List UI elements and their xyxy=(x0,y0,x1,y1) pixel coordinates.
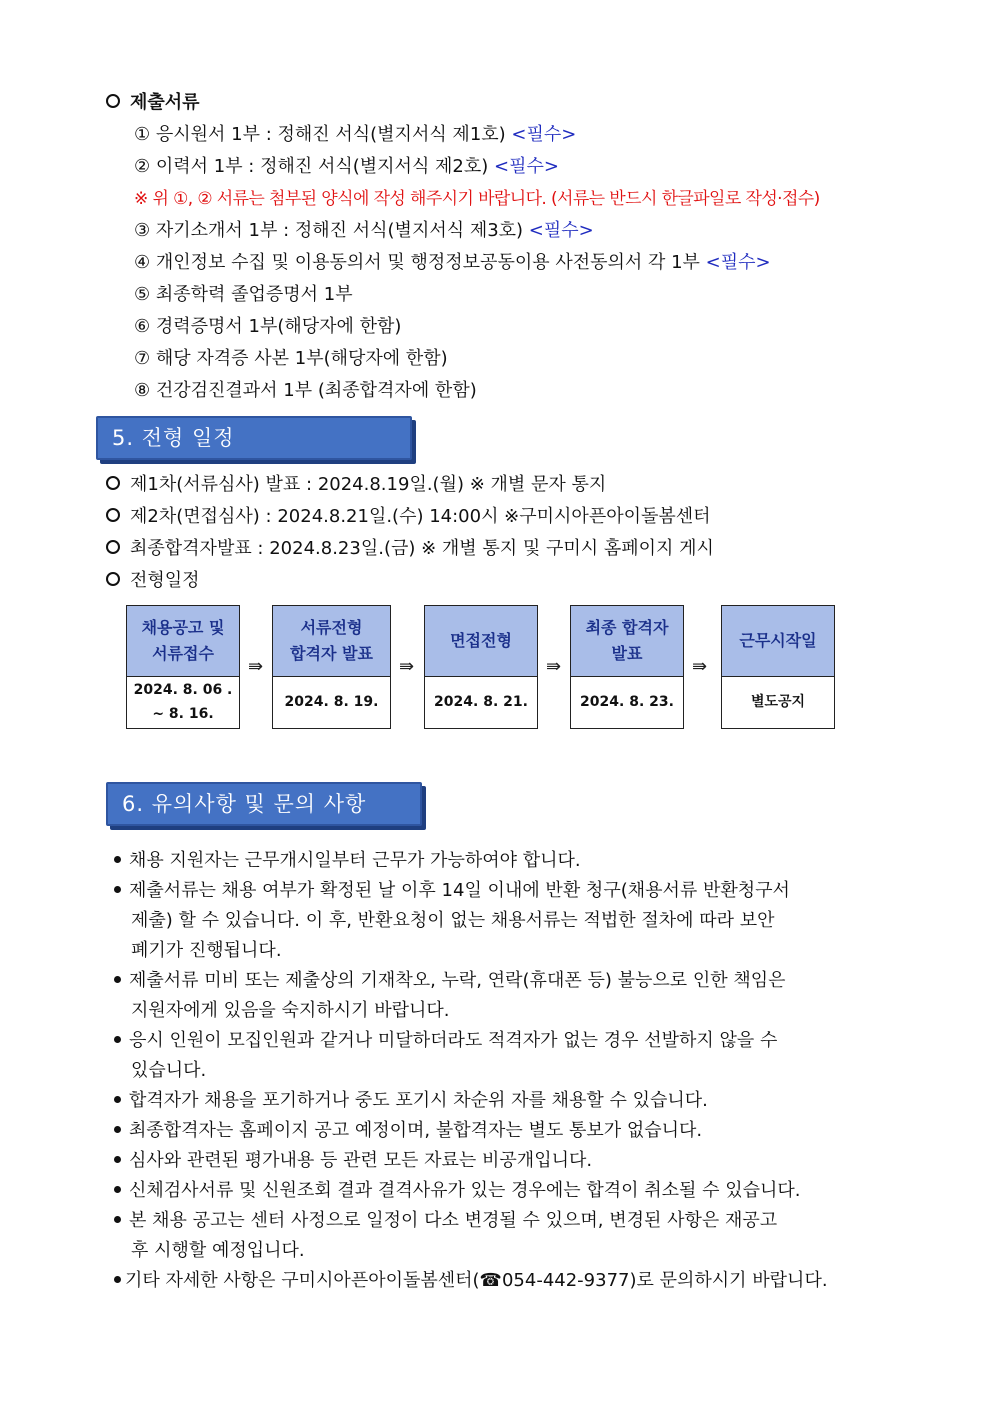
schedule-item-text: 전형일정 xyxy=(130,570,200,591)
docs-item-8: ⑧ 건강검진결과서 1부 (최종합격자에 한함) xyxy=(134,380,477,401)
flow-arrow-icon: ⇛ xyxy=(399,656,415,677)
flow-step-5 xyxy=(721,605,835,729)
note-text: 최종합격자는 홈페이지 공고 예정이며, 불합격자는 별도 통보가 없습니다. xyxy=(129,1120,703,1141)
flow-step-date: 별도공지 xyxy=(750,694,806,710)
flow-step-4 xyxy=(570,605,684,729)
flow-step-1 xyxy=(126,605,240,729)
note-text: 있습니다. xyxy=(131,1060,207,1081)
flow-step-3 xyxy=(424,605,538,729)
flow-step-date: 2024. 8. 06 . ~ 8. 16. xyxy=(133,682,233,722)
flow-step-date: 2024. 8. 19. xyxy=(284,694,379,710)
bullet-dot-icon xyxy=(114,976,121,983)
note-item-continuation xyxy=(114,1056,206,1086)
bullet-dot-icon xyxy=(114,1126,121,1133)
note-item xyxy=(114,1206,777,1236)
bullet-dot-icon xyxy=(114,856,121,863)
section5-heading: 5. 전형 일정 xyxy=(96,416,412,460)
required-tag: <필수> xyxy=(705,252,771,273)
note-text: 합격자가 채용을 포기하거나 중도 포기시 차순위 자를 채용할 수 있습니다. xyxy=(129,1090,708,1111)
bullet-dot-icon xyxy=(114,1096,121,1103)
note-text: 폐기가 진행됩니다. xyxy=(131,940,282,961)
docs-item-6: ⑥ 경력증명서 1부(해당자에 한함) xyxy=(134,316,402,337)
circle-bullet-icon xyxy=(106,508,120,522)
note-text: 심사와 관련된 평가내용 등 관련 모든 자료는 비공개입니다. xyxy=(129,1150,593,1171)
docs-title-text: 제출서류 xyxy=(130,92,200,113)
required-tag: <필수> xyxy=(511,124,577,145)
note-item xyxy=(114,876,790,906)
docs-item-3 xyxy=(134,220,594,242)
note-item-continuation xyxy=(114,936,282,966)
note-item xyxy=(114,1176,801,1206)
bullet-dot-icon xyxy=(114,1186,121,1193)
schedule-item-2 xyxy=(106,506,711,528)
docs-item-text: ③ 자기소개서 1부 : 정해진 서식(별지서식 제3호) xyxy=(134,220,529,241)
docs-item-5: ⑤ 최종학력 졸업증명서 1부 xyxy=(134,284,353,305)
bullet-dot-icon xyxy=(114,1216,121,1223)
note-item xyxy=(114,966,786,996)
flow-step-date: 2024. 8. 21. xyxy=(434,694,528,710)
note-text: 지원자에게 있음을 숙지하시기 바랍니다. xyxy=(131,1000,450,1021)
note-text: 제출서류 미비 또는 제출상의 기재착오, 누락, 연락(휴대폰 등) 불능으로 인한 책임은 xyxy=(129,970,786,991)
note-item-continuation xyxy=(114,906,775,936)
flow-step-2 xyxy=(272,605,391,729)
docs-item-text: ① 응시원서 1부 : 정해진 서식(별지서식 제1호) xyxy=(134,124,512,145)
note-text: 채용 지원자는 근무개시일부터 근무가 가능하여야 합니다. xyxy=(129,850,581,871)
contact-text: 기타 자세한 사항은 구미시아픈아이돌봄센터(☎054-442-9377)로 문의하시기 바랍니다. xyxy=(125,1270,828,1291)
flow-step-title: 서류전형 합격자 발표 xyxy=(273,606,390,677)
note-text: 후 시행할 예정입니다. xyxy=(131,1240,305,1261)
circle-bullet-icon xyxy=(106,572,120,586)
flow-step-title: 채용공고 및 서류접수 xyxy=(127,606,239,677)
flow-arrow-icon: ⇛ xyxy=(546,656,562,677)
schedule-item-text: 최종합격자발표 : 2024.8.23일.(금) ※ 개별 통지 및 구미시 홈페이지 게시 xyxy=(130,538,714,559)
flow-step-title: 근무시작일 xyxy=(722,606,834,677)
required-tag: <필수> xyxy=(528,220,594,241)
docs-item-1 xyxy=(134,124,576,146)
note-item xyxy=(114,1116,702,1146)
note-item xyxy=(114,846,581,876)
docs-title xyxy=(106,92,200,114)
circle-bullet-icon xyxy=(106,94,120,108)
bullet-dot-icon xyxy=(114,1156,121,1163)
contact-line xyxy=(114,1266,914,1296)
note-item xyxy=(114,1086,708,1116)
note-item-continuation xyxy=(114,1236,305,1266)
schedule-item-3 xyxy=(106,538,714,560)
flow-step-title: 면접전형 xyxy=(425,606,537,677)
bullet-dot-icon xyxy=(114,886,121,893)
bullet-dot-icon xyxy=(114,1276,121,1283)
bullet-dot-icon xyxy=(114,1036,121,1043)
docs-item-text: ④ 개인정보 수집 및 이용동의서 및 행정정보공동이용 사전동의서 각 1부 xyxy=(134,252,706,273)
note-item-continuation xyxy=(114,996,449,1026)
note-text: 신체검사서류 및 신원조회 결과 결격사유가 있는 경우에는 합격이 취소될 수 있습니다. xyxy=(129,1180,801,1201)
note-text: 제출서류는 채용 여부가 확정된 날 이후 14일 이내에 반환 청구(채용서류 반환청구서 xyxy=(129,880,790,901)
docs-item-7: ⑦ 해당 자격증 사본 1부(해당자에 한함) xyxy=(134,348,448,369)
circle-bullet-icon xyxy=(106,476,120,490)
note-text: 응시 인원이 모집인원과 같거나 미달하더라도 적격자가 없는 경우 선발하지 않을 수 xyxy=(129,1030,778,1051)
docs-item-4 xyxy=(134,252,771,274)
note-item xyxy=(114,1026,777,1056)
schedule-item-text: 제1차(서류심사) 발표 : 2024.8.19일.(월) ※ 개별 문자 통지 xyxy=(130,474,607,495)
docs-item-text: ② 이력서 1부 : 정해진 서식(별지서식 제2호) xyxy=(134,156,495,177)
section6-heading: 6. 유의사항 및 문의 사항 xyxy=(106,782,422,826)
flow-step-date: 2024. 8. 23. xyxy=(580,694,674,710)
schedule-item-text: 제2차(면접심사) : 2024.8.21일.(수) 14:00시 ※구미시아픈아이돌봄센터 xyxy=(130,506,711,527)
note-text: 제출) 할 수 있습니다. 이 후, 반환요청이 없는 채용서류는 적법한 절차에 따라 보안 xyxy=(131,910,775,931)
note-text: 본 채용 공고는 센터 사정으로 일정이 다소 변경될 수 있으며, 변경된 사항은 재공고 xyxy=(129,1210,778,1231)
flow-arrow-icon: ⇛ xyxy=(692,656,708,677)
docs-warning: ※ 위 ①, ② 서류는 첨부된 양식에 작성 해주시기 바랍니다. (서류는 반드시 한글파일로 작성·접수) xyxy=(134,189,820,209)
note-item xyxy=(114,1146,592,1176)
required-tag: <필수> xyxy=(494,156,559,177)
flow-step-title: 최종 합격자 발표 xyxy=(571,606,683,677)
docs-item-2 xyxy=(134,156,559,178)
schedule-item-4 xyxy=(106,570,200,592)
flow-arrow-icon: ⇛ xyxy=(248,656,264,677)
schedule-item-1 xyxy=(106,474,606,496)
circle-bullet-icon xyxy=(106,540,120,554)
